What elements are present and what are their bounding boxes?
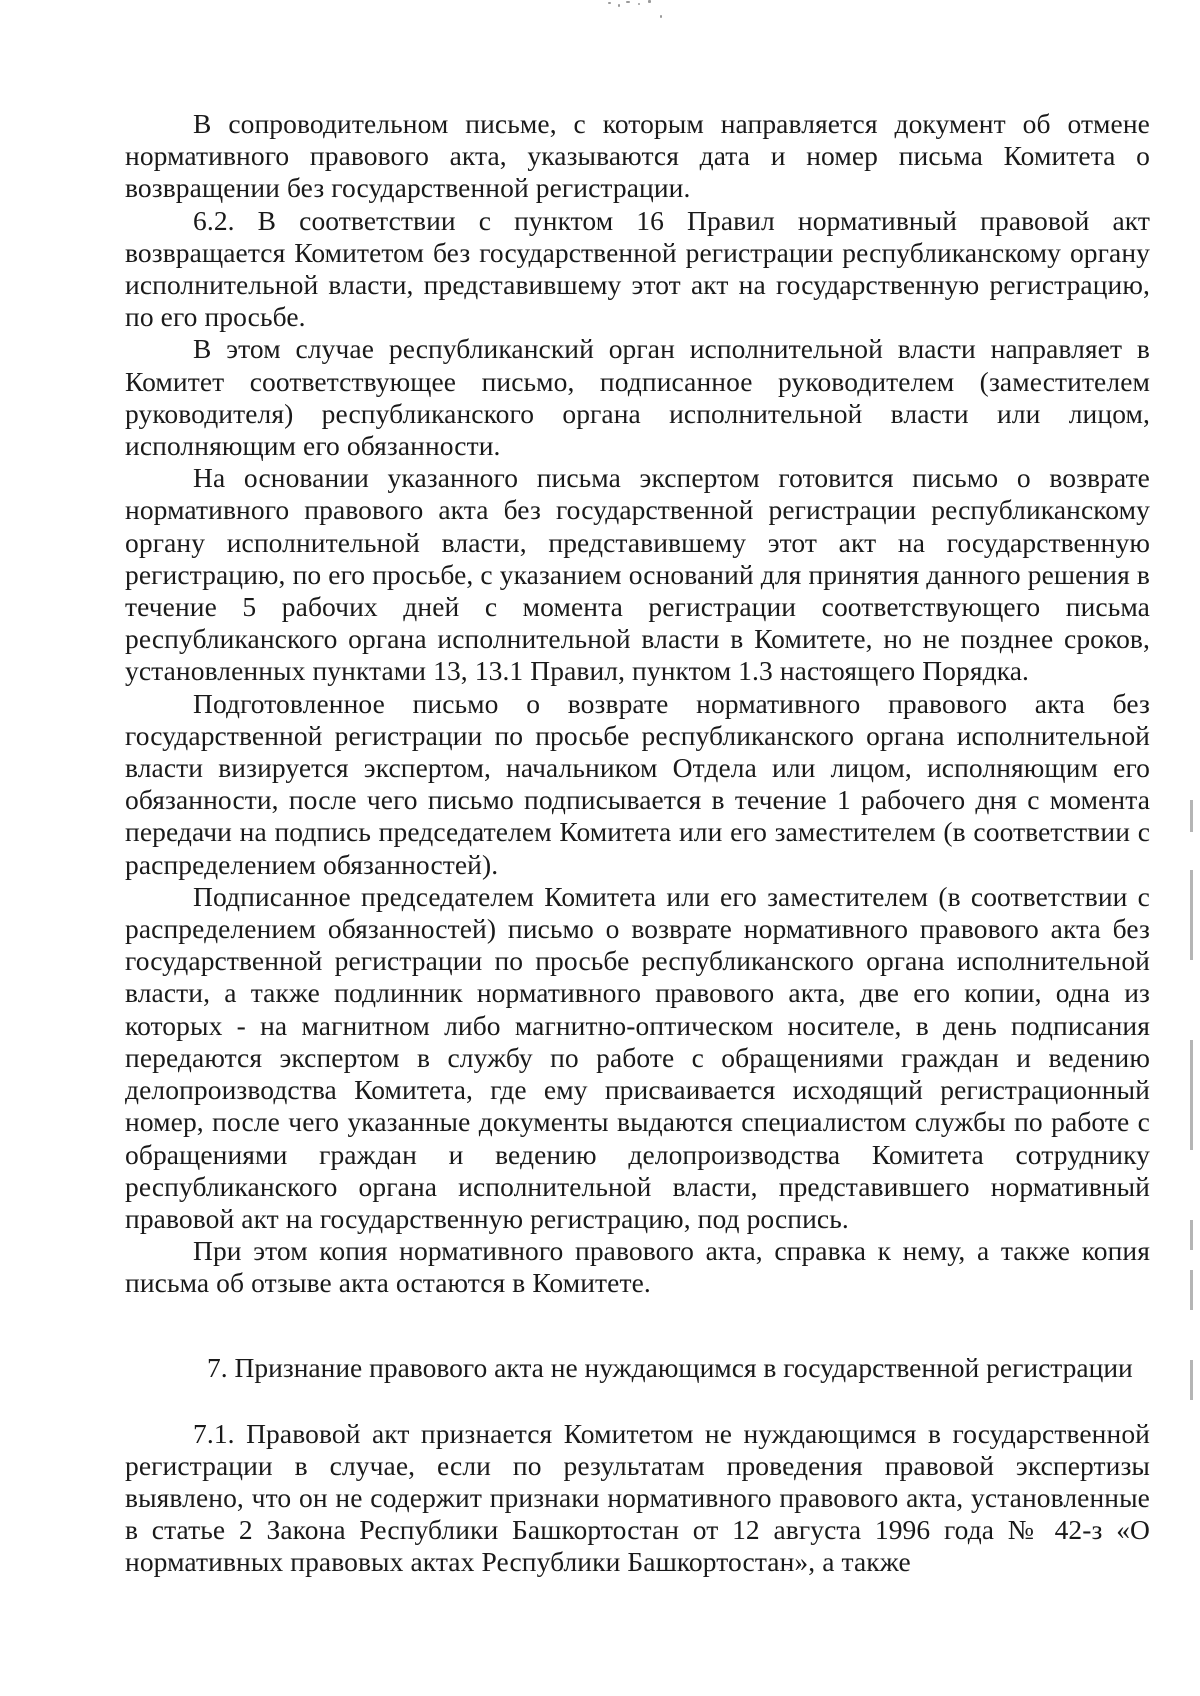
paragraph-6-2: 6.2. В соответствии с пунктом 16 Правил нормативный правовой акт возвращается Комитетом без государственной регистрации республиканскому органу исполнительной власти, представившему этот акт на государственную регистрацию, по его просьбе. (125, 204, 1150, 333)
paragraph-7-1: 7.1. Правовой акт признается Комитетом не нуждающимся в государственной регистрации в случае, если по результатам проведения правовой экспертизы выявлено, что он не содержит признаки нормативного правового акта, установленные в статье 2 Закона Республики Башкортостан от 12 августа 1996 года № 42-з «О нормативных правовых актах Республики Башкортостан», а также (125, 1417, 1150, 1578)
paragraph-request-letter: В этом случае республиканский орган исполнительной власти направляет в Комитет соответствующее письмо, подписанное руководителем (заместителем руководителя) республиканского органа исполнительной власти или лицом, исполняющим его обязанности. (125, 333, 1150, 462)
paragraph-letter-approval: Подготовленное письмо о возврате нормативного правового акта без государственной регистрации по просьбе республиканского органа исполнительной власти визируется экспертом, начальником Отдела или лицом, исполняющим его обязанности, после чего письмо подписывается в течение 1 рабочего дня с момента передачи на подпись председателем Комитета или его заместителем (в соответствии с распределением обязанностей). (125, 687, 1150, 880)
spacer (125, 1300, 1150, 1352)
paragraph-copies-remain: При этом копия нормативного правового акта, справка к нему, а также копия письма об отзыве акта остаются в Комитете. (125, 1235, 1150, 1299)
scan-artifact-top (600, 0, 720, 20)
paragraph-return-letter-prep: На основании указанного письма экспертом готовится письмо о возврате нормативного правового акта без государственной регистрации республиканскому органу исполнительной власти, представившему этот акт на государственную регистрацию, по его просьбе, с указанием оснований для принятия данного решения в течение 5 рабочих дней с момента регистрации соответствующего письма республиканского органа исполнительной власти в Комитете, но не позднее сроков, установленных пунктами 13, 13.1 Правил, пунктом 1.3 настоящего Порядка. (125, 462, 1150, 687)
paragraph-cover-letter: В сопроводительном письме, с которым направляется документ об отмене нормативного правового акта, указываются дата и номер письма Комитета о возвращении без государственной регистрации. (125, 108, 1150, 204)
section-heading-7: 7. Признание правового акта не нуждающимся в государственной регистрации (207, 1351, 1133, 1383)
document-page (125, 108, 1150, 1579)
scan-artifact-right-edge (1190, 800, 1196, 1420)
spacer (125, 1384, 1150, 1418)
paragraph-letter-handover: Подписанное председателем Комитета или его заместителем (в соответствии с распределением обязанностей) письмо о возврате нормативного правового акта без государственной регистрации по просьбе республиканского органа исполнительной власти, а также подлинник нормативного правового акта, две его копии, одна из которых - на магнитном либо магнитно-оптическом носителе, в день подписания передаются экспертом в службу по работе с обращениями граждан и ведению делопроизводства Комитета, где ему присваивается исходящий регистрационный номер, после чего указанные документы выдаются специалистом службы по работе с обращениями граждан и ведению делопроизводства Комитета сотруднику республиканского органа исполнительной власти, представившего нормативный правовой акт на государственную регистрацию, под роспись. (125, 880, 1150, 1234)
